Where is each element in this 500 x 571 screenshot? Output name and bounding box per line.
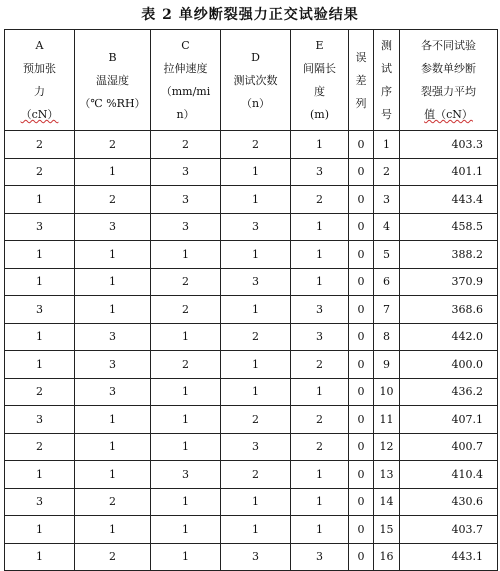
cell-factor-c-speed: 2 xyxy=(151,351,221,379)
table-row xyxy=(5,433,498,461)
header-line: 各不同试验 xyxy=(421,39,476,52)
header-line: n） xyxy=(176,108,195,121)
cell-test-number: 11 xyxy=(374,406,400,434)
cell-factor-c-speed: 1 xyxy=(151,433,221,461)
cell-test-number: 5 xyxy=(374,241,400,269)
cell-factor-b-humidity: 2 xyxy=(75,543,151,571)
header-error-column xyxy=(349,30,374,131)
cell-factor-e-length: 1 xyxy=(291,131,349,159)
cell-factor-e-length: 1 xyxy=(291,378,349,406)
header-line: 预加张 xyxy=(23,62,56,75)
cell-factor-e-length: 1 xyxy=(291,516,349,544)
header-test-number xyxy=(374,30,400,131)
cell-test-number: 1 xyxy=(374,131,400,159)
cell-mean-strength: 410.4 xyxy=(400,461,498,489)
cell-error-column: 0 xyxy=(349,488,374,516)
cell-error-column: 0 xyxy=(349,213,374,241)
cell-mean-strength: 368.6 xyxy=(400,296,498,324)
cell-factor-c-speed: 2 xyxy=(151,296,221,324)
header-line: （℃ %RH） xyxy=(79,96,146,110)
cell-test-number: 12 xyxy=(374,433,400,461)
table-row xyxy=(5,296,498,324)
header-line: 列 xyxy=(355,96,367,110)
cell-factor-e-length: 1 xyxy=(291,268,349,296)
table-row xyxy=(5,378,498,406)
header-line: C xyxy=(181,39,190,52)
table-row xyxy=(5,516,498,544)
cell-factor-b-humidity: 1 xyxy=(75,461,151,489)
cell-factor-d-count: 1 xyxy=(221,186,291,214)
cell-factor-d-count: 2 xyxy=(221,131,291,159)
cell-test-number: 3 xyxy=(374,186,400,214)
cell-factor-c-speed: 1 xyxy=(151,516,221,544)
cell-factor-e-length: 3 xyxy=(291,296,349,324)
cell-error-column: 0 xyxy=(349,543,374,571)
cell-error-column: 0 xyxy=(349,241,374,269)
table-row xyxy=(5,323,498,351)
table-body xyxy=(5,131,498,571)
header-line: 序 xyxy=(381,85,392,98)
table-row xyxy=(5,488,498,516)
cell-factor-b-humidity: 2 xyxy=(75,186,151,214)
cell-factor-c-speed: 1 xyxy=(151,241,221,269)
header-mean-strength xyxy=(400,30,498,131)
cell-factor-a-tension: 1 xyxy=(5,461,75,489)
cell-factor-b-humidity: 2 xyxy=(75,131,151,159)
header-factor-b-humidity xyxy=(75,30,151,131)
cell-factor-e-length: 1 xyxy=(291,461,349,489)
cell-error-column: 0 xyxy=(349,131,374,159)
cell-error-column: 0 xyxy=(349,158,374,186)
header-line: （mm/mi xyxy=(160,85,211,98)
cell-factor-e-length: 2 xyxy=(291,406,349,434)
cell-factor-a-tension: 3 xyxy=(5,406,75,434)
cell-mean-strength: 388.2 xyxy=(400,241,498,269)
cell-factor-e-length: 1 xyxy=(291,213,349,241)
cell-factor-b-humidity: 1 xyxy=(75,516,151,544)
header-line: 裂强力平均 xyxy=(421,85,476,98)
cell-factor-b-humidity: 3 xyxy=(75,351,151,379)
cell-test-number: 15 xyxy=(374,516,400,544)
table-row xyxy=(5,351,498,379)
header-row xyxy=(5,30,498,131)
header-line: 力 xyxy=(34,85,45,98)
header-factor-a-tension xyxy=(5,30,75,131)
header-line: 误 xyxy=(355,50,367,64)
cell-factor-d-count: 3 xyxy=(221,213,291,241)
cell-factor-e-length: 3 xyxy=(291,158,349,186)
header-factor-e-length xyxy=(291,30,349,131)
cell-factor-a-tension: 1 xyxy=(5,268,75,296)
cell-factor-a-tension: 1 xyxy=(5,516,75,544)
header-line: （n） xyxy=(240,96,271,110)
cell-mean-strength: 443.4 xyxy=(400,186,498,214)
cell-factor-a-tension: 3 xyxy=(5,488,75,516)
cell-factor-b-humidity: 1 xyxy=(75,296,151,324)
cell-mean-strength: 442.0 xyxy=(400,323,498,351)
cell-factor-d-count: 1 xyxy=(221,351,291,379)
cell-factor-c-speed: 2 xyxy=(151,131,221,159)
header-line: (m) xyxy=(309,108,329,121)
cell-factor-a-tension: 2 xyxy=(5,131,75,159)
cell-factor-c-speed: 3 xyxy=(151,186,221,214)
header-line: A xyxy=(35,39,44,52)
cell-test-number: 2 xyxy=(374,158,400,186)
table-row xyxy=(5,158,498,186)
cell-factor-c-speed: 3 xyxy=(151,213,221,241)
cell-mean-strength: 400.7 xyxy=(400,433,498,461)
cell-error-column: 0 xyxy=(349,323,374,351)
cell-mean-strength: 436.2 xyxy=(400,378,498,406)
cell-factor-b-humidity: 1 xyxy=(75,268,151,296)
cell-factor-a-tension: 2 xyxy=(5,158,75,186)
cell-factor-b-humidity: 1 xyxy=(75,241,151,269)
cell-factor-e-length: 2 xyxy=(291,351,349,379)
header-line: 间隔长 xyxy=(303,62,336,75)
header-line: 参数单纱断 xyxy=(421,62,476,75)
cell-factor-b-humidity: 3 xyxy=(75,323,151,351)
cell-factor-d-count: 3 xyxy=(221,433,291,461)
cell-factor-c-speed: 1 xyxy=(151,323,221,351)
cell-factor-d-count: 1 xyxy=(221,488,291,516)
cell-mean-strength: 370.9 xyxy=(400,268,498,296)
cell-factor-a-tension: 2 xyxy=(5,378,75,406)
cell-factor-d-count: 1 xyxy=(221,241,291,269)
cell-factor-a-tension: 1 xyxy=(5,186,75,214)
cell-factor-e-length: 3 xyxy=(291,323,349,351)
header-line: 号 xyxy=(381,108,392,121)
cell-error-column: 0 xyxy=(349,461,374,489)
cell-factor-a-tension: 1 xyxy=(5,351,75,379)
cell-error-column: 0 xyxy=(349,268,374,296)
cell-error-column: 0 xyxy=(349,406,374,434)
cell-test-number: 9 xyxy=(374,351,400,379)
cell-factor-c-speed: 1 xyxy=(151,406,221,434)
cell-factor-b-humidity: 2 xyxy=(75,488,151,516)
header-line: 拉伸速度 xyxy=(163,62,208,75)
cell-factor-e-length: 1 xyxy=(291,488,349,516)
header-line: 测 xyxy=(381,39,392,52)
header-line: 温湿度 xyxy=(96,73,129,87)
cell-error-column: 0 xyxy=(349,296,374,324)
header-line: E xyxy=(315,39,324,52)
cell-factor-b-humidity: 3 xyxy=(75,378,151,406)
cell-factor-d-count: 3 xyxy=(221,268,291,296)
cell-factor-c-speed: 1 xyxy=(151,543,221,571)
cell-factor-d-count: 2 xyxy=(221,406,291,434)
cell-factor-a-tension: 3 xyxy=(5,213,75,241)
cell-factor-d-count: 1 xyxy=(221,378,291,406)
cell-factor-d-count: 1 xyxy=(221,158,291,186)
table-row xyxy=(5,406,498,434)
cell-mean-strength: 401.1 xyxy=(400,158,498,186)
table-row xyxy=(5,186,498,214)
cell-factor-c-speed: 2 xyxy=(151,268,221,296)
table-row xyxy=(5,461,498,489)
cell-test-number: 4 xyxy=(374,213,400,241)
cell-test-number: 7 xyxy=(374,296,400,324)
cell-mean-strength: 403.3 xyxy=(400,131,498,159)
cell-factor-c-speed: 3 xyxy=(151,158,221,186)
header-line: 测试次数 xyxy=(233,73,278,87)
cell-factor-e-length: 1 xyxy=(291,241,349,269)
cell-mean-strength: 443.1 xyxy=(400,543,498,571)
header-line: 值（cN） xyxy=(424,108,473,121)
cell-factor-a-tension: 3 xyxy=(5,296,75,324)
cell-mean-strength: 407.1 xyxy=(400,406,498,434)
cell-factor-b-humidity: 1 xyxy=(75,433,151,461)
header-line: 试 xyxy=(381,62,392,75)
table-row xyxy=(5,213,498,241)
cell-error-column: 0 xyxy=(349,433,374,461)
cell-factor-b-humidity: 1 xyxy=(75,406,151,434)
cell-factor-d-count: 2 xyxy=(221,461,291,489)
cell-factor-d-count: 2 xyxy=(221,323,291,351)
cell-test-number: 16 xyxy=(374,543,400,571)
cell-factor-e-length: 3 xyxy=(291,543,349,571)
cell-mean-strength: 400.0 xyxy=(400,351,498,379)
header-line: （cN） xyxy=(20,108,59,121)
cell-test-number: 14 xyxy=(374,488,400,516)
header-line: 度 xyxy=(314,85,325,98)
table-row xyxy=(5,241,498,269)
cell-factor-b-humidity: 3 xyxy=(75,213,151,241)
cell-factor-d-count: 1 xyxy=(221,296,291,324)
cell-test-number: 6 xyxy=(374,268,400,296)
header-factor-c-speed xyxy=(151,30,221,131)
table-row xyxy=(5,131,498,159)
cell-factor-c-speed: 1 xyxy=(151,488,221,516)
orthogonal-test-table xyxy=(4,29,498,571)
cell-error-column: 0 xyxy=(349,516,374,544)
cell-factor-d-count: 3 xyxy=(221,543,291,571)
cell-factor-a-tension: 2 xyxy=(5,433,75,461)
cell-mean-strength: 430.6 xyxy=(400,488,498,516)
header-factor-d-count xyxy=(221,30,291,131)
header-line: B xyxy=(108,50,117,64)
cell-factor-a-tension: 1 xyxy=(5,543,75,571)
cell-error-column: 0 xyxy=(349,378,374,406)
cell-factor-c-speed: 1 xyxy=(151,378,221,406)
table-row xyxy=(5,268,498,296)
cell-error-column: 0 xyxy=(349,186,374,214)
cell-mean-strength: 403.7 xyxy=(400,516,498,544)
cell-mean-strength: 458.5 xyxy=(400,213,498,241)
header-line: 差 xyxy=(355,73,367,87)
cell-factor-e-length: 2 xyxy=(291,186,349,214)
cell-factor-a-tension: 1 xyxy=(5,241,75,269)
cell-factor-c-speed: 3 xyxy=(151,461,221,489)
cell-test-number: 13 xyxy=(374,461,400,489)
cell-factor-a-tension: 1 xyxy=(5,323,75,351)
cell-error-column: 0 xyxy=(349,351,374,379)
cell-factor-b-humidity: 1 xyxy=(75,158,151,186)
cell-test-number: 8 xyxy=(374,323,400,351)
table-title: 表 2 单纱断裂强力正交试验结果 xyxy=(141,7,359,23)
table-row xyxy=(5,543,498,571)
cell-factor-e-length: 2 xyxy=(291,433,349,461)
header-line: D xyxy=(251,50,260,64)
cell-factor-d-count: 1 xyxy=(221,516,291,544)
cell-test-number: 10 xyxy=(374,378,400,406)
